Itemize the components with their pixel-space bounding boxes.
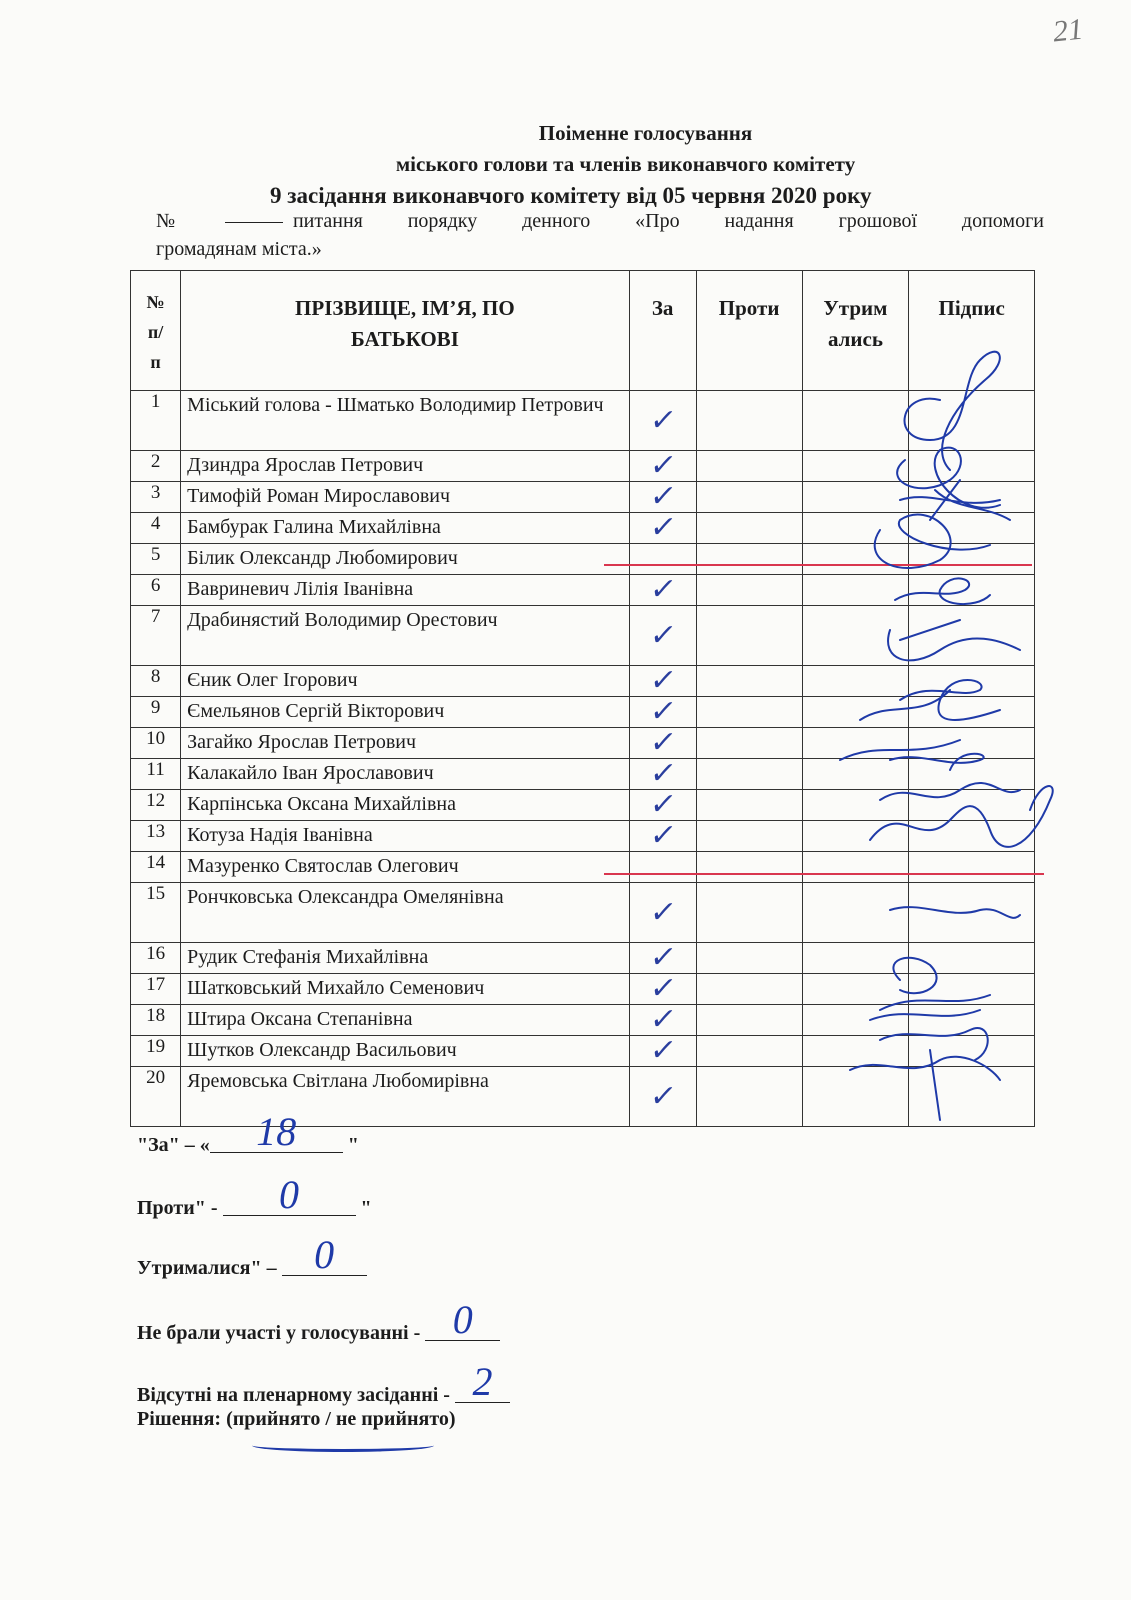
member-name: Дзиндра Ярослав Петрович — [181, 451, 629, 482]
header-signature: Підпис — [909, 271, 1035, 391]
vote-abstained-cell — [802, 451, 909, 482]
vote-against-cell — [696, 666, 802, 697]
vote-for-cell — [629, 1067, 696, 1127]
check-mark-icon: ✓ — [647, 787, 679, 822]
table-row — [131, 451, 1035, 482]
row-number: 4 — [131, 513, 181, 544]
member-name: Мазуренко Святослав Олегович — [181, 852, 629, 883]
summary-not-participated-field — [425, 1297, 500, 1342]
header-number-line-2: п/ — [147, 322, 164, 342]
vote-for-cell — [629, 391, 696, 451]
vote-against-cell — [696, 697, 802, 728]
summary-not-participated-label: Не брали участі у голосуванні - — [137, 1322, 426, 1344]
summary-absent-value: 2 — [472, 1359, 493, 1404]
vote-abstained-cell — [802, 852, 909, 883]
vote-abstained-cell — [802, 943, 909, 974]
vote-for-cell — [629, 971, 696, 1006]
vote-abstained-cell — [802, 697, 909, 728]
row-number: 2 — [131, 451, 181, 482]
signature-cell — [909, 790, 1035, 821]
member-name: Рудик Стефанія Михайлівна — [181, 943, 629, 974]
row-number: 14 — [131, 852, 181, 883]
summary-against — [137, 1172, 372, 1220]
signature-cell — [909, 391, 1035, 451]
vote-abstained-cell — [802, 1036, 909, 1067]
signature-cell — [909, 666, 1035, 697]
row-number: 16 — [131, 943, 181, 974]
row-number: 17 — [131, 974, 181, 1005]
table-row — [131, 852, 1035, 883]
signature-cell — [909, 451, 1035, 482]
header-number-line-3: п — [150, 352, 161, 372]
vote-table — [130, 270, 1035, 1127]
vote-for-cell — [629, 883, 696, 943]
vote-for-cell — [629, 663, 696, 698]
member-name: Загайко Ярослав Петрович — [181, 728, 629, 759]
table-row — [131, 759, 1035, 790]
vote-table-header — [131, 271, 1035, 391]
row-number: 11 — [131, 759, 181, 790]
check-mark-icon: ✓ — [647, 694, 679, 729]
header-for: За — [629, 271, 696, 391]
check-mark-icon: ✓ — [647, 971, 679, 1006]
vote-abstained-cell — [802, 575, 909, 606]
vote-abstained-cell — [802, 1005, 909, 1036]
header-abstained-line-2: ались — [827, 327, 883, 351]
summary-for — [137, 1109, 359, 1157]
row-number: 3 — [131, 482, 181, 513]
check-mark-icon: ✓ — [647, 756, 679, 791]
signature-cell — [909, 852, 1035, 883]
vote-abstained-cell — [802, 391, 909, 451]
member-name: Білик Олександр Любомирович — [181, 544, 629, 575]
vote-against-cell — [696, 1036, 802, 1067]
question-number-sign: № — [156, 210, 215, 232]
row-number: 15 — [131, 883, 181, 943]
vote-against-cell — [696, 943, 802, 974]
question-text-continued: громадянам міста.» — [156, 238, 322, 260]
member-name: Тимофій Роман Мирославович — [181, 482, 629, 513]
table-row — [131, 697, 1035, 728]
vote-abstained-cell — [802, 790, 909, 821]
check-mark-icon: ✓ — [647, 617, 679, 653]
vote-against-cell — [696, 606, 802, 666]
vote-for-cell — [629, 479, 696, 514]
member-name: Ємельянов Сергій Вікторович — [181, 697, 629, 728]
row-number: 6 — [131, 575, 181, 606]
vote-for-cell — [629, 940, 696, 975]
member-name: Драбинястий Володимир Орестович — [181, 606, 629, 666]
signature-cell — [909, 821, 1035, 852]
vote-for-cell — [629, 1033, 696, 1068]
check-mark-icon: ✓ — [647, 1033, 679, 1068]
check-mark-icon: ✓ — [647, 818, 679, 853]
question-number-blank — [225, 222, 283, 223]
check-mark-icon: ✓ — [647, 572, 679, 607]
row-number: 7 — [131, 606, 181, 666]
row-number: 10 — [131, 728, 181, 759]
table-row — [131, 728, 1035, 759]
vote-abstained-cell — [802, 728, 909, 759]
member-name: Шутков Олександр Васильович — [181, 1036, 629, 1067]
summary-absent-field — [455, 1359, 510, 1404]
vote-for-cell — [629, 852, 696, 883]
vote-for-cell — [629, 448, 696, 483]
header-against: Проти — [696, 271, 802, 391]
member-name: Котуза Надія Іванівна — [181, 821, 629, 852]
vote-against-cell — [696, 852, 802, 883]
signature-cell — [909, 482, 1035, 513]
member-name: Єник Олег Ігорович — [181, 666, 629, 697]
table-row — [131, 883, 1035, 943]
summary-against-value: 0 — [279, 1172, 300, 1217]
member-name: Карпінська Оксана Михайлівна — [181, 790, 629, 821]
vote-against-cell — [696, 759, 802, 790]
strike-line-row-5 — [604, 564, 1032, 566]
summary-for-label: "За" – « — [137, 1134, 210, 1156]
row-number: 9 — [131, 697, 181, 728]
summary-for-field — [210, 1109, 343, 1154]
row-number: 8 — [131, 666, 181, 697]
check-mark-icon: ✓ — [647, 510, 679, 545]
vote-for-cell — [629, 694, 696, 729]
member-name: Міський голова - Шматько Володимир Петрович — [181, 391, 629, 451]
table-row — [131, 606, 1035, 666]
check-mark-icon: ✓ — [647, 940, 679, 975]
vote-for-cell — [629, 572, 696, 607]
summary-against-close: " — [355, 1197, 372, 1219]
vote-against-cell — [696, 513, 802, 544]
row-number: 20 — [131, 1067, 181, 1127]
vote-abstained-cell — [802, 883, 909, 943]
vote-abstained-cell — [802, 544, 909, 575]
summary-against-field — [223, 1172, 356, 1217]
check-mark-icon: ✓ — [647, 479, 679, 514]
member-name: Вавриневич Лілія Іванівна — [181, 575, 629, 606]
vote-against-cell — [696, 482, 802, 513]
table-row — [131, 482, 1035, 513]
header-abstained — [802, 271, 909, 391]
vote-against-cell — [696, 544, 802, 575]
signature-cell — [909, 1067, 1035, 1127]
vote-abstained-cell — [802, 1067, 909, 1127]
summary-not-participated-value: 0 — [452, 1297, 473, 1342]
table-row — [131, 821, 1035, 852]
summary-against-label: Проти" - — [137, 1197, 223, 1219]
check-mark-icon: ✓ — [647, 663, 679, 698]
title-line-1: Поіменне голосування — [538, 121, 753, 145]
decision-underline-mark — [252, 1439, 434, 1452]
check-mark-icon: ✓ — [647, 448, 679, 483]
row-number: 18 — [131, 1005, 181, 1036]
vote-abstained-cell — [802, 974, 909, 1005]
member-name: Штира Оксана Степанівна — [181, 1005, 629, 1036]
row-number: 5 — [131, 544, 181, 575]
vote-for-cell — [629, 606, 696, 666]
check-mark-icon: ✓ — [647, 402, 679, 438]
vote-against-cell — [696, 883, 802, 943]
member-name: Яремовська Світлана Любомирівна — [181, 1067, 629, 1127]
vote-for-cell — [629, 787, 696, 822]
vote-abstained-cell — [802, 821, 909, 852]
table-row — [131, 575, 1035, 606]
summary-for-value: 18 — [256, 1109, 297, 1154]
header-abstained-line-1: Утрим — [823, 296, 888, 320]
vote-for-cell — [629, 544, 696, 575]
vote-against-cell — [696, 1005, 802, 1036]
signature-cell — [909, 728, 1035, 759]
table-row — [131, 1005, 1035, 1036]
table-row — [131, 513, 1035, 544]
signature-cell — [909, 544, 1035, 575]
summary-abstained-value: 0 — [314, 1232, 335, 1277]
vote-for-cell — [629, 1002, 696, 1037]
title-line-2: міського голови та членів виконавчого комітету — [395, 152, 856, 176]
member-name: Калакайло Іван Ярославович — [181, 759, 629, 790]
page-number: 21 — [1051, 12, 1085, 49]
member-name: Шатковський Михайло Семенович — [181, 974, 629, 1005]
member-name: Рончковська Олександра Омелянівна — [181, 883, 629, 943]
summary-abstained — [137, 1232, 367, 1280]
agenda-question — [156, 208, 1044, 234]
summary-absent — [137, 1359, 510, 1407]
signature-cell — [909, 1036, 1035, 1067]
row-number: 19 — [131, 1036, 181, 1067]
table-row — [131, 391, 1035, 451]
vote-against-cell — [696, 728, 802, 759]
check-mark-icon: ✓ — [647, 894, 679, 930]
vote-for-cell — [629, 756, 696, 791]
signature-cell — [909, 974, 1035, 1005]
vote-for-cell — [629, 725, 696, 760]
vote-against-cell — [696, 575, 802, 606]
table-row — [131, 943, 1035, 974]
signature-cell — [909, 1005, 1035, 1036]
member-name: Бамбурак Галина Михайлівна — [181, 513, 629, 544]
title-line-3: 9 засідання виконавчого комітету від 05 червня 2020 року — [270, 183, 872, 208]
vote-abstained-cell — [802, 513, 909, 544]
row-number: 13 — [131, 821, 181, 852]
vote-abstained-cell — [802, 759, 909, 790]
row-number: 12 — [131, 790, 181, 821]
signature-cell — [909, 575, 1035, 606]
signature-cell — [909, 513, 1035, 544]
check-mark-icon: ✓ — [647, 725, 679, 760]
table-row — [131, 1036, 1035, 1067]
row-number: 1 — [131, 391, 181, 451]
vote-abstained-cell — [802, 666, 909, 697]
decision: Рішення: (прийнято / не прийнято) — [137, 1408, 456, 1430]
summary-absent-label: Відсутні на пленарному засіданні - — [137, 1384, 455, 1406]
header-number-line-1: № — [146, 292, 165, 312]
vote-against-cell — [696, 974, 802, 1005]
vote-table-body — [131, 391, 1035, 1127]
vote-against-cell — [696, 790, 802, 821]
check-mark-icon: ✓ — [647, 1002, 679, 1037]
vote-against-cell — [696, 391, 802, 451]
question-text: питання порядку денного «Про надання грошової допомоги — [292, 210, 1044, 232]
summary-for-close: " — [342, 1134, 359, 1156]
strike-line-row-14 — [604, 873, 1044, 875]
signature-cell — [909, 759, 1035, 790]
header-number — [131, 271, 181, 391]
vote-against-cell — [696, 1067, 802, 1127]
vote-against-cell — [696, 451, 802, 482]
table-row — [131, 666, 1035, 697]
summary-abstained-label: Утрималися" – — [137, 1257, 282, 1279]
vote-abstained-cell — [802, 606, 909, 666]
vote-against-cell — [696, 821, 802, 852]
signature-cell — [909, 883, 1035, 943]
check-mark-icon: ✓ — [647, 1078, 679, 1114]
vote-for-cell — [629, 818, 696, 853]
vote-abstained-cell — [802, 482, 909, 513]
signature-cell — [909, 697, 1035, 728]
vote-for-cell — [629, 510, 696, 545]
signature-cell — [909, 943, 1035, 974]
signature-cell — [909, 606, 1035, 666]
summary-not-participated — [137, 1297, 500, 1345]
header-name: ПРІЗВИЩЕ, ІМ’Я, ПО БАТЬКОВІ — [181, 271, 629, 391]
table-row — [131, 974, 1035, 1005]
table-row — [131, 544, 1035, 575]
table-row — [131, 790, 1035, 821]
summary-abstained-field — [282, 1232, 367, 1277]
